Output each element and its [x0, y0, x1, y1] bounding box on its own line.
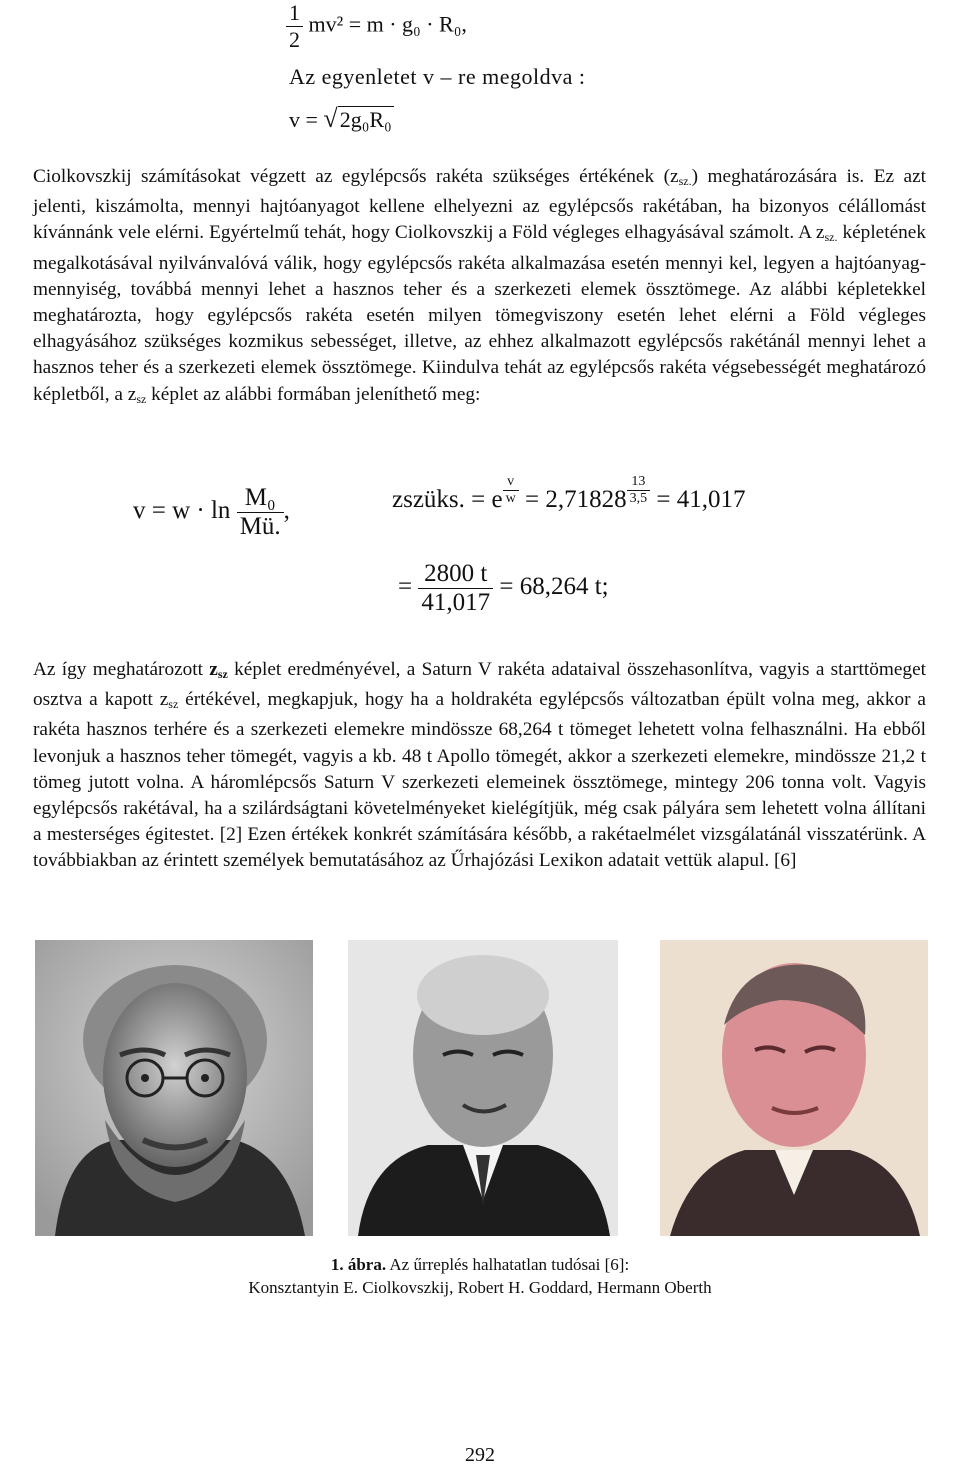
figure-caption — [0, 1253, 960, 1299]
sqrt-icon: √ — [323, 104, 338, 133]
fraction-mass-ratio: $\frac{\text{M₀}}{Mü.}$ — [237, 484, 284, 541]
figure-caption-line1: 1. ábra. Az űrreplés halhatatlan tudósai [6]: — [330, 1255, 630, 1274]
portrait-oberth-drawing — [660, 940, 928, 1236]
equation-rocket: v = w · ln $\frac{\text{M₀}}{Mü.}$ , — [133, 484, 290, 540]
equation-energy: $\frac{1}{2}$ mv² = m · g₀ · R₀, — [286, 0, 467, 53]
portrait-goddard — [348, 940, 618, 1236]
portrait-goddard-drawing — [348, 940, 618, 1236]
equation-z-szuks: zszüks. = e $\frac{v}{w}$ = 2,71828 $\frac{13}{3,5}$ = 41,017 — [392, 474, 746, 513]
exponent-v-w: $\frac{v}{w}$ — [503, 474, 519, 507]
portrait-ciolkovszkij-drawing — [35, 940, 313, 1236]
equation-velocity-sqrt: v = √2g₀R₀ — [289, 104, 392, 133]
fraction-half: $\frac{1}{2}$ — [286, 0, 303, 53]
equation-mass: = $\frac{2800 t}{41,017}$ = 68,264 t; — [398, 560, 609, 616]
exponent-13-35: $\frac{13}{3,5}$ — [627, 474, 651, 507]
portrait-oberth — [660, 940, 928, 1236]
paragraph-ciolkovszkij: Ciolkovszkij számításokat végzett az egylépcsős rakéta szükséges értékének $(z_{sz.})$ meghatározására is. Ez azt jelenti, kiszámolta, mennyi hajtóanyagot kellene elhelyezni az egylépcsős rakétában, ha bizonyos célállomást kívánnánk vele elérni. Egyértelmű tehát, hogy Ciolkovszkij a Föld végleges elhagyásával számolt. A $z_{sz.}$ képletének megalkotásával nyilvánvalóvá válik, hogy egylépcsős rakéta alkalmazása esetén mennyi kel, legyen a hajtóanyag-mennyiség, továbbá mennyi lehet a hasznos teher és a szerkezeti elemek össztömege. Az alábbi képletekkel meghatározta, hogy egylépcsős rakéta esetén milyen tömegviszony esetén lehet elérni a Föld végleges elhagyásához szükséges kozmikus sebességet, illetve, az ehhez alkalmazott egylépcsős rakétánál mennyi lehet a hasznos teher és a szerkezeti elemek össztömege. Kiindulva tehát az egylépcsős rakéta végsebességét meghatározó képletből, a $z_{sz}$ képlet az alábbi formában jeleníthető meg: — [33, 166, 927, 406]
paragraph-saturn-v: Az így meghatározott $z_{sz}$ képlet eredményével, a Saturn V rakéta adataival összehasonlítva, vagyis a starttömeget osztva a kapott $z_{sz}$ értékével, megkapjuk, hogy ha a holdrakéta egylépcsős változatban épült volna meg, akkor a rakéta hasznos terhére és a szerkezeti elemekre mindössze 68,264 t tömeget lehetett volna felhasználni. Ha ebből levonjuk a hasznos teher tömegét, vagyis a kb. 48 t Apollo tömegét, akkor a szerkezeti elemekre, mindössze 21,2 t tömeg jutott volna. A háromlépcsős Saturn V szerkezeti elemeinek össztömege, mintegy 206 tonna volt. Vagyis egylépcsős rakétával, ha a szilárdságtani követelményeket kielégítjük, még csak pályára sem lehetett volna állítani a mesterséges égitestet. [2] Ezen értékek konkrét számítására később, a rakétaelmélet vizsgálatánál visszatérünk. A továbbiakban az érintett személyek bemutatásához az Űrhajózási Lexikon adatait vettük alapul. [6] — [33, 659, 926, 872]
portrait-ciolkovszkij — [35, 940, 313, 1236]
equation-solve-text: Az egyenletet v – re megoldva : — [289, 64, 586, 89]
page-number: 292 — [465, 1444, 495, 1466]
fraction-mass: $\frac{2800 t}{41,017}$ — [418, 560, 493, 617]
figure-caption-line2: Konsztantyin E. Ciolkovszkij, Robert H. Goddard, Hermann Oberth — [248, 1278, 712, 1297]
